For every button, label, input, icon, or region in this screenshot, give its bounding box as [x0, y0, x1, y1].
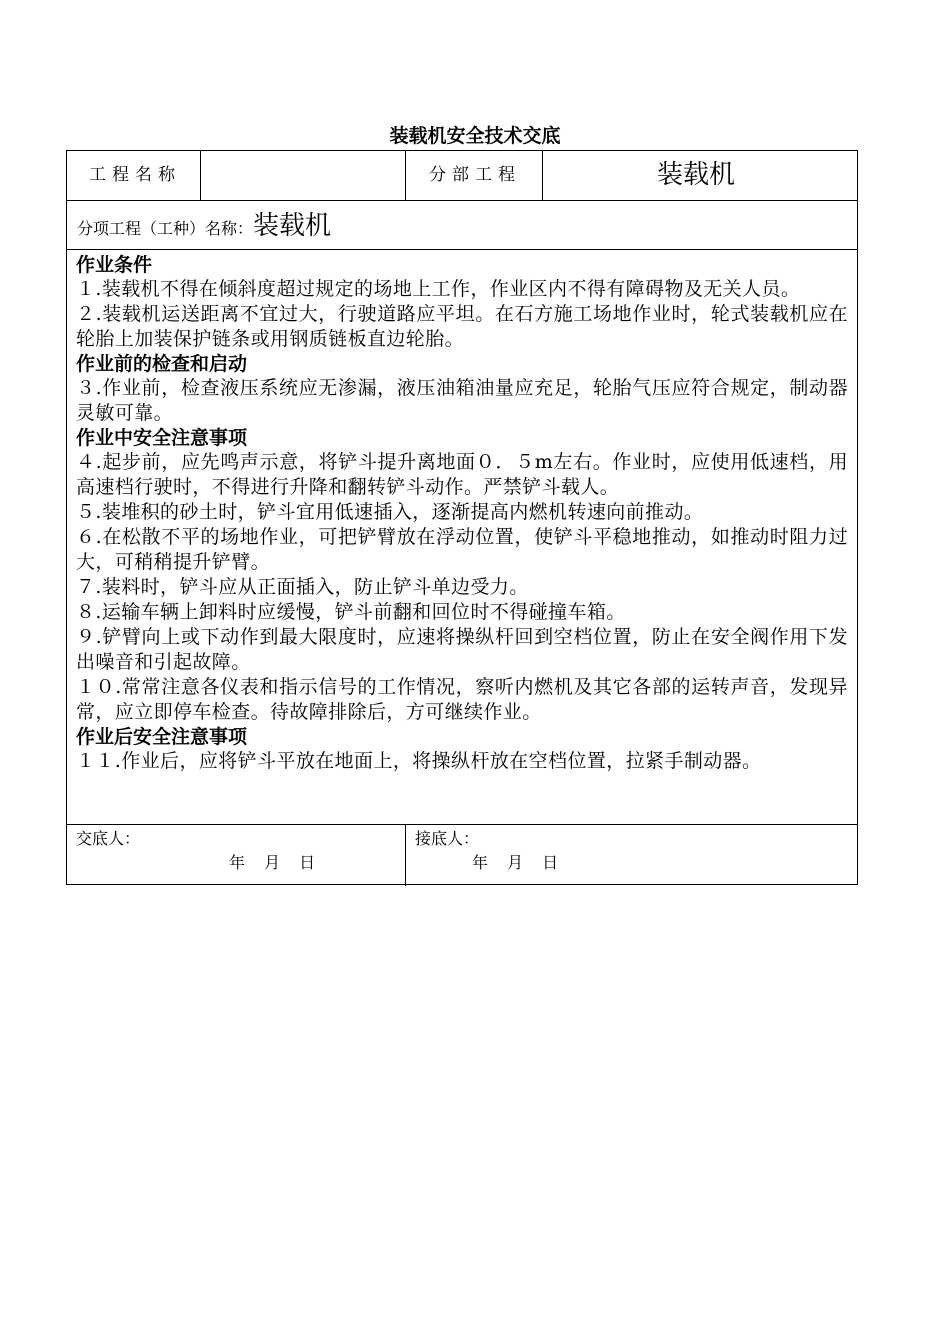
list-item: ８.运输车辆上卸料时应缓慢，铲斗前翻和回位时不得碰撞车箱。 [76, 601, 626, 623]
list-item: ３.作业前，检查液压系统应无渗漏，液压油箱油量应充足，轮胎气压应符合规定，制动器灵敏可靠。 [76, 377, 848, 424]
subitem-row [77, 209, 331, 246]
list-item: ５.装堆积的砂土时，铲斗宜用低速插入，逐渐提高内燃机转速向前推动。 [76, 501, 704, 523]
disclosure-table [66, 150, 858, 885]
section-heading: 作业后安全注意事项 [76, 726, 248, 748]
row-divider-signature [67, 824, 857, 825]
document-title: 装载机安全技术交底 [389, 125, 561, 147]
division-label: 分部工程 [429, 165, 521, 185]
col-divider-3 [542, 151, 543, 200]
col-divider-2 [405, 151, 406, 200]
project-name-label: 工程名称 [89, 165, 181, 185]
section-heading: 作业条件 [76, 254, 153, 276]
list-item: １.装载机不得在倾斜度超过规定的场地上工作，作业区内不得有障碍物及无关人员。 [76, 278, 801, 300]
col-divider-1 [200, 151, 201, 200]
section-heading: 作业中安全注意事项 [76, 427, 248, 449]
section-heading: 作业前的检查和启动 [76, 353, 248, 375]
receiver-date: 年 月 日 [472, 853, 559, 872]
list-item: ４.起步前，应先鸣声示意，将铲斗提升离地面０．５m左右。作业时，应使用低速档，用高速档行驶时，不得进行升降和翻转铲斗动作。严禁铲斗载人。 [76, 451, 848, 498]
list-item: １０.常常注意各仪表和指示信号的工作情况，察听内燃机及其它各部的运转声音，发现异常，应立即停车检查。待故障排除后，方可继续作业。 [76, 676, 848, 723]
row-divider-header [67, 200, 857, 201]
col-divider-signature [405, 824, 406, 886]
list-item: ７.装料时，铲斗应从正面插入，防止铲斗单边受力。 [76, 576, 529, 598]
giver-label: 交底人： [76, 829, 141, 848]
division-value: 装载机 [657, 160, 736, 190]
subitem-value: 装载机 [253, 211, 332, 241]
list-item: １１.作业后，应将铲斗平放在地面上，将操纵杆放在空档位置，拉紧手制动器。 [76, 750, 762, 772]
list-item: ２.装载机运送距离不宜过大，行驶道路应平坦。在石方施工场地作业时，轮式装载机应在轮胎上加装保护链条或用钢质链板直边轮胎。 [76, 303, 848, 350]
list-item: ６.在松散不平的场地作业，可把铲臂放在浮动位置，使铲斗平稳地推动，如推动时阻力过大，可稍稍提升铲臂。 [76, 526, 848, 573]
disclosure-content [76, 253, 848, 774]
receiver-label: 接底人： [415, 829, 480, 848]
giver-date: 年 月 日 [229, 853, 316, 872]
list-item: ９.铲臂向上或下动作到最大限度时，应速将操纵杆回到空档位置，防止在安全阀作用下发出噪音和引起故障。 [76, 626, 848, 673]
subitem-label: 分项工程（工种）名称： [77, 219, 254, 238]
row-divider-subitem [67, 249, 857, 250]
